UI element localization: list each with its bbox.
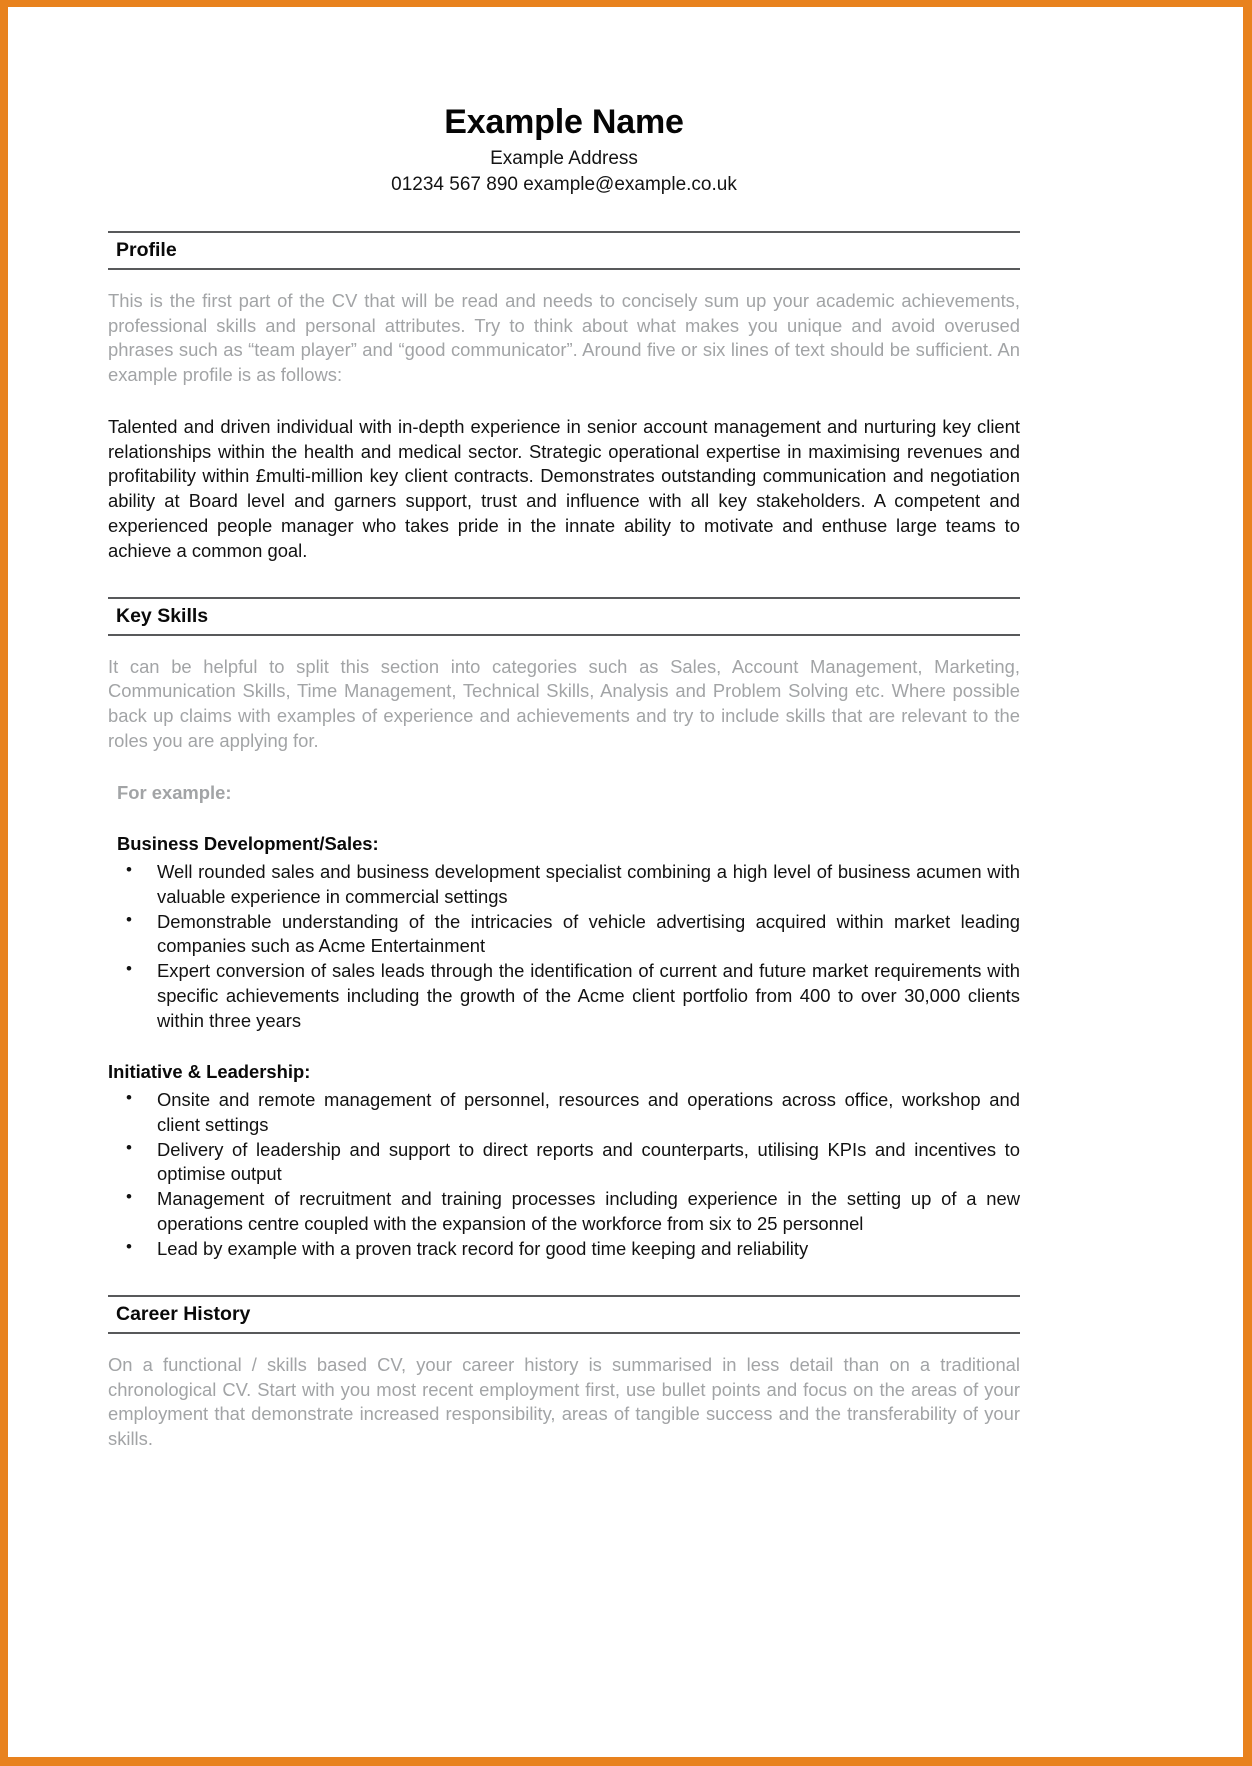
skill-group-initiative-leadership — [108, 1060, 1020, 1261]
spacer — [108, 754, 1020, 781]
candidate-address: Example Address — [490, 148, 638, 170]
profile-guidance-text: This is the first part of the CV that will be read and needs to concisely sum up your academic achievements, professional skills and personal attributes. Try to think about what makes you unique and avoid overused phrases such as “team player” and “good communicator”. Around five or six lines of text should be sufficient. An example profile is as follows: — [108, 289, 1020, 386]
page-border-top — [0, 0, 1252, 7]
spacer — [108, 388, 1020, 415]
profile-example-text: Talented and driven individual with in-depth experience in senior account management and nurturing key client relationships within the health and medical sector. Strategic operational expertise in maximising revenues and profitability within £multi-million key client contracts. Demonstrates outstanding communication and negotiation ability at Board level and garners support, trust and influence with all key stakeholders. A competent and experienced people manager who takes pride in the innate ability to motivate and enthuse large teams to achieve a common goal. — [108, 415, 1020, 561]
skill-group-heading: Business Development/Sales: — [117, 833, 379, 855]
for-example-label: For example: — [117, 781, 232, 803]
career-history-guidance-text: On a functional / skills based CV, your career history is summarised in less detail than on a traditional chronological CV. Start with you most recent employment first, use bullet points and focus on the areas of your employment that demonstrate increased responsibility, areas of tangible success and the transferability of your skills. — [108, 1353, 1020, 1450]
document-content — [108, 102, 1020, 1452]
candidate-contact: 01234 567 890 example@example.co.uk — [391, 173, 737, 195]
section-career-history — [108, 1295, 1020, 1451]
page-border-left — [0, 0, 8, 1766]
section-title-career-history: Career History — [116, 1303, 251, 1326]
section-header-career-history — [108, 1295, 1020, 1333]
page-border-right — [1243, 0, 1252, 1766]
list-item: • Well rounded sales and business development specialist combining a high level of business acumen with valuable experience in commercial settings — [108, 860, 1020, 910]
list-item: • Expert conversion of sales leads through the identification of current and future market requirements with specific achievements including the growth of the Acme client portfolio from 400 to over 30,000 clients within three years — [108, 959, 1020, 1033]
page-border-bottom — [0, 1757, 1252, 1766]
list-item: • Delivery of leadership and support to direct reports and counterparts, utilising KPIs and incentives to optimise output — [108, 1138, 1020, 1188]
list-item: • Management of recruitment and training processes including experience in the setting up of a new operations centre coupled with the expansion of the workforce from six to 25 personnel — [108, 1187, 1020, 1237]
list-item: • Lead by example with a proven track record for good time keeping and reliability — [108, 1237, 1020, 1262]
candidate-name: Example Name — [444, 103, 684, 141]
section-profile — [108, 231, 1020, 563]
skill-group-bullet-list — [108, 1088, 1020, 1261]
spacer — [108, 1033, 1020, 1060]
cv-header — [108, 102, 1020, 197]
skill-group-bullet-list — [108, 860, 1020, 1033]
skill-group-heading: Initiative & Leadership: — [108, 1061, 311, 1083]
section-title-profile: Profile — [116, 239, 177, 262]
spacer — [108, 805, 1020, 832]
list-item: • Onsite and remote management of personnel, resources and operations across office, workshop and client settings — [108, 1088, 1020, 1138]
document-sheet — [9, 7, 1243, 1757]
skill-group-business-development — [108, 832, 1020, 1033]
list-item: • Demonstrable understanding of the intricacies of vehicle advertising acquired within market leading companies such as Acme Entertainment — [108, 910, 1020, 960]
section-title-key-skills: Key Skills — [116, 605, 209, 628]
section-key-skills — [108, 597, 1020, 1261]
section-header-profile — [108, 231, 1020, 269]
key-skills-guidance-text: It can be helpful to split this section into categories such as Sales, Account Management, Marketing, Communication Skills, Time Management, Technical Skills, Analysis and Problem Solving etc. Where possible back up claims with examples of experience and achievements and try to include skills that are relevant to the roles you are applying for. — [108, 655, 1020, 751]
section-header-key-skills — [108, 597, 1020, 635]
